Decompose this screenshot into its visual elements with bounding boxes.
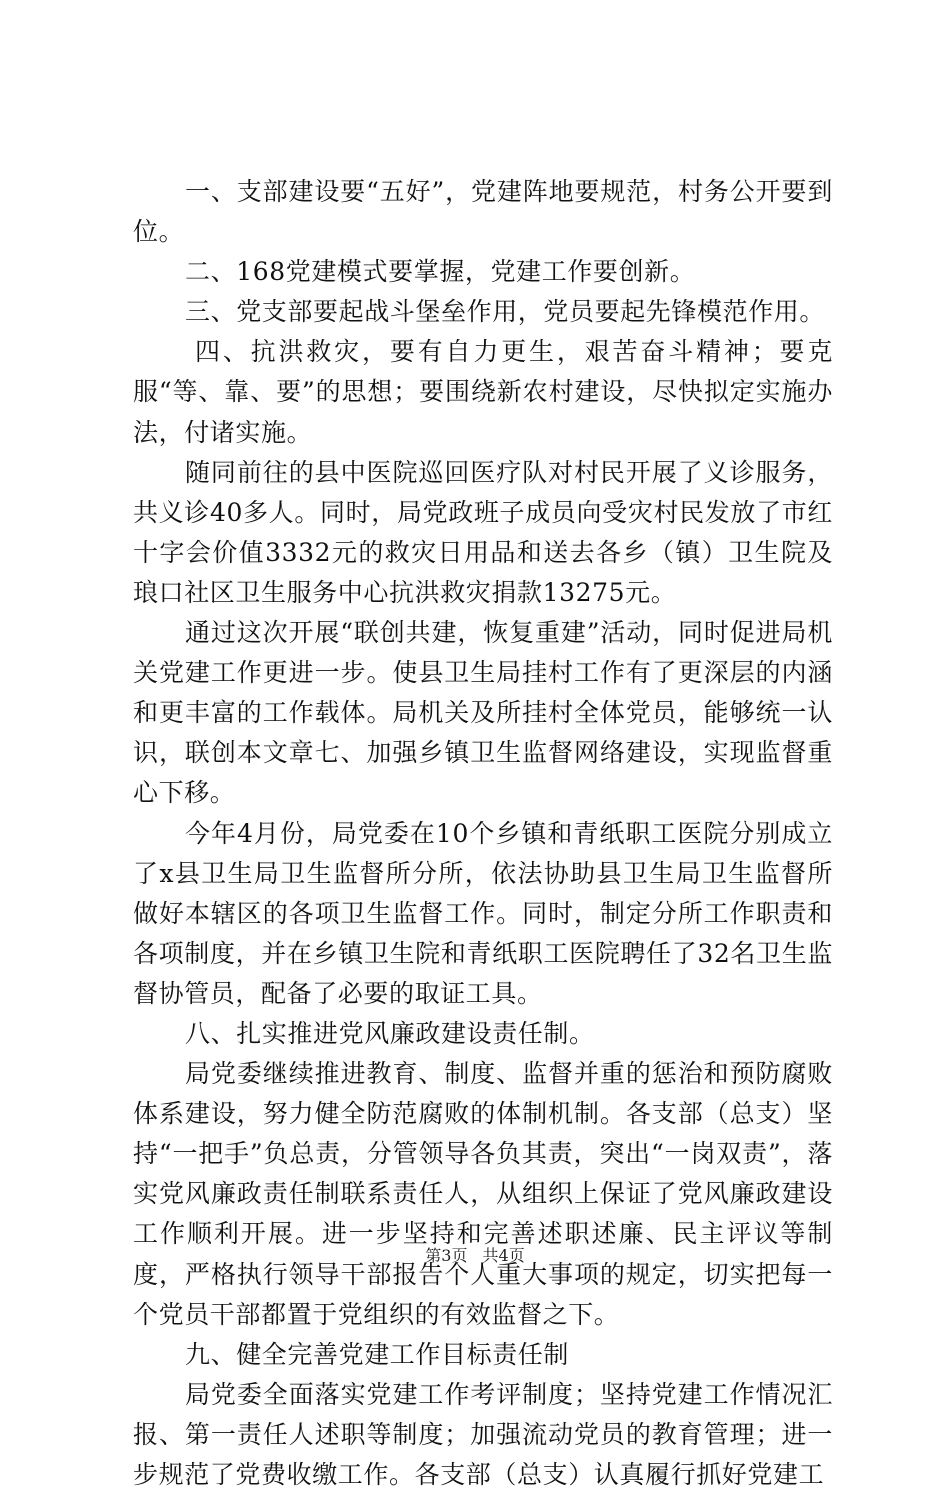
paragraph-4: 四、抗洪救灾，要有自力更生，艰苦奋斗精神；要克服“等、靠、要”的思想；要围绕新农村建设，尽快拟定实施办法，付诸实施。 xyxy=(133,337,833,447)
page-number: 第3页 xyxy=(425,1246,468,1265)
page-footer xyxy=(0,1244,950,1268)
paragraph-3: 三、党支部要起战斗堡垒作用，党员要起先锋模范作用。 xyxy=(185,297,826,327)
paragraph-2: 二、168党建模式要掌握，党建工作要创新。 xyxy=(185,257,696,287)
document-body xyxy=(133,172,833,1495)
paragraph-5: 随同前往的县中医院巡回医疗队对村民开展了义诊服务，共义诊40多人。同时，局党政班子成员向受灾村民发放了市红十字会价值3332元的救灾日用品和送去各乡（镇）卫生院及琅口社区卫生服务中心抗洪救灾捐款13275元。 xyxy=(133,457,833,607)
paragraph-11: 局党委全面落实党建工作考评制度；坚持党建工作情况汇报、第一责任人述职等制度；加强流动党员的教育管理；进一步规范了党费收缴工作。各支部（总支）认真履行抓好党建工 xyxy=(133,1379,833,1489)
paragraph-8: 八、扎实推进党风廉政建设责任制。 xyxy=(185,1018,595,1048)
page-total: 共4页 xyxy=(482,1246,525,1265)
paragraph-7: 今年4月份，局党委在10个乡镇和青纸职工医院分别成立了x县卫生局卫生监督所分所，依法协助县卫生局卫生监督所做好本辖区的各项卫生监督工作。同时，制定分所工作职责和各项制度，并在乡镇卫生院和青纸职工医院聘任了32名卫生监督协管员，配备了必要的取证工具。 xyxy=(133,818,833,1008)
paragraph-10: 九、健全完善党建工作目标责任制 xyxy=(185,1339,570,1369)
paragraph-9: 局党委继续推进教育、制度、监督并重的惩治和预防腐败体系建设，努力健全防范腐败的体制机制。各支部（总支）坚持“一把手”负总责，分管领导各负其责，突出“一岗双责”，落实党风廉政责任制联系责任人，从组织上保证了党风廉政建设工作顺利开展。进一步坚持和完善述职述廉、民主评议等制度，严格执行领导干部报告个人重大事项的规定，切实把每一个党员干部都置于党组织的有效监督之下。 xyxy=(133,1059,833,1329)
paragraph-6: 通过这次开展“联创共建，恢复重建”活动，同时促进局机关党建工作更进一步。使县卫生局挂村工作有了更深层的内涵和更丰富的工作载体。局机关及所挂村全体党员，能够统一认识，联创本文章七、加强乡镇卫生监督网络建设，实现监督重心下移。 xyxy=(133,618,833,808)
paragraph-1: 一、支部建设要“五好”，党建阵地要规范，村务公开要到位。 xyxy=(133,177,833,247)
